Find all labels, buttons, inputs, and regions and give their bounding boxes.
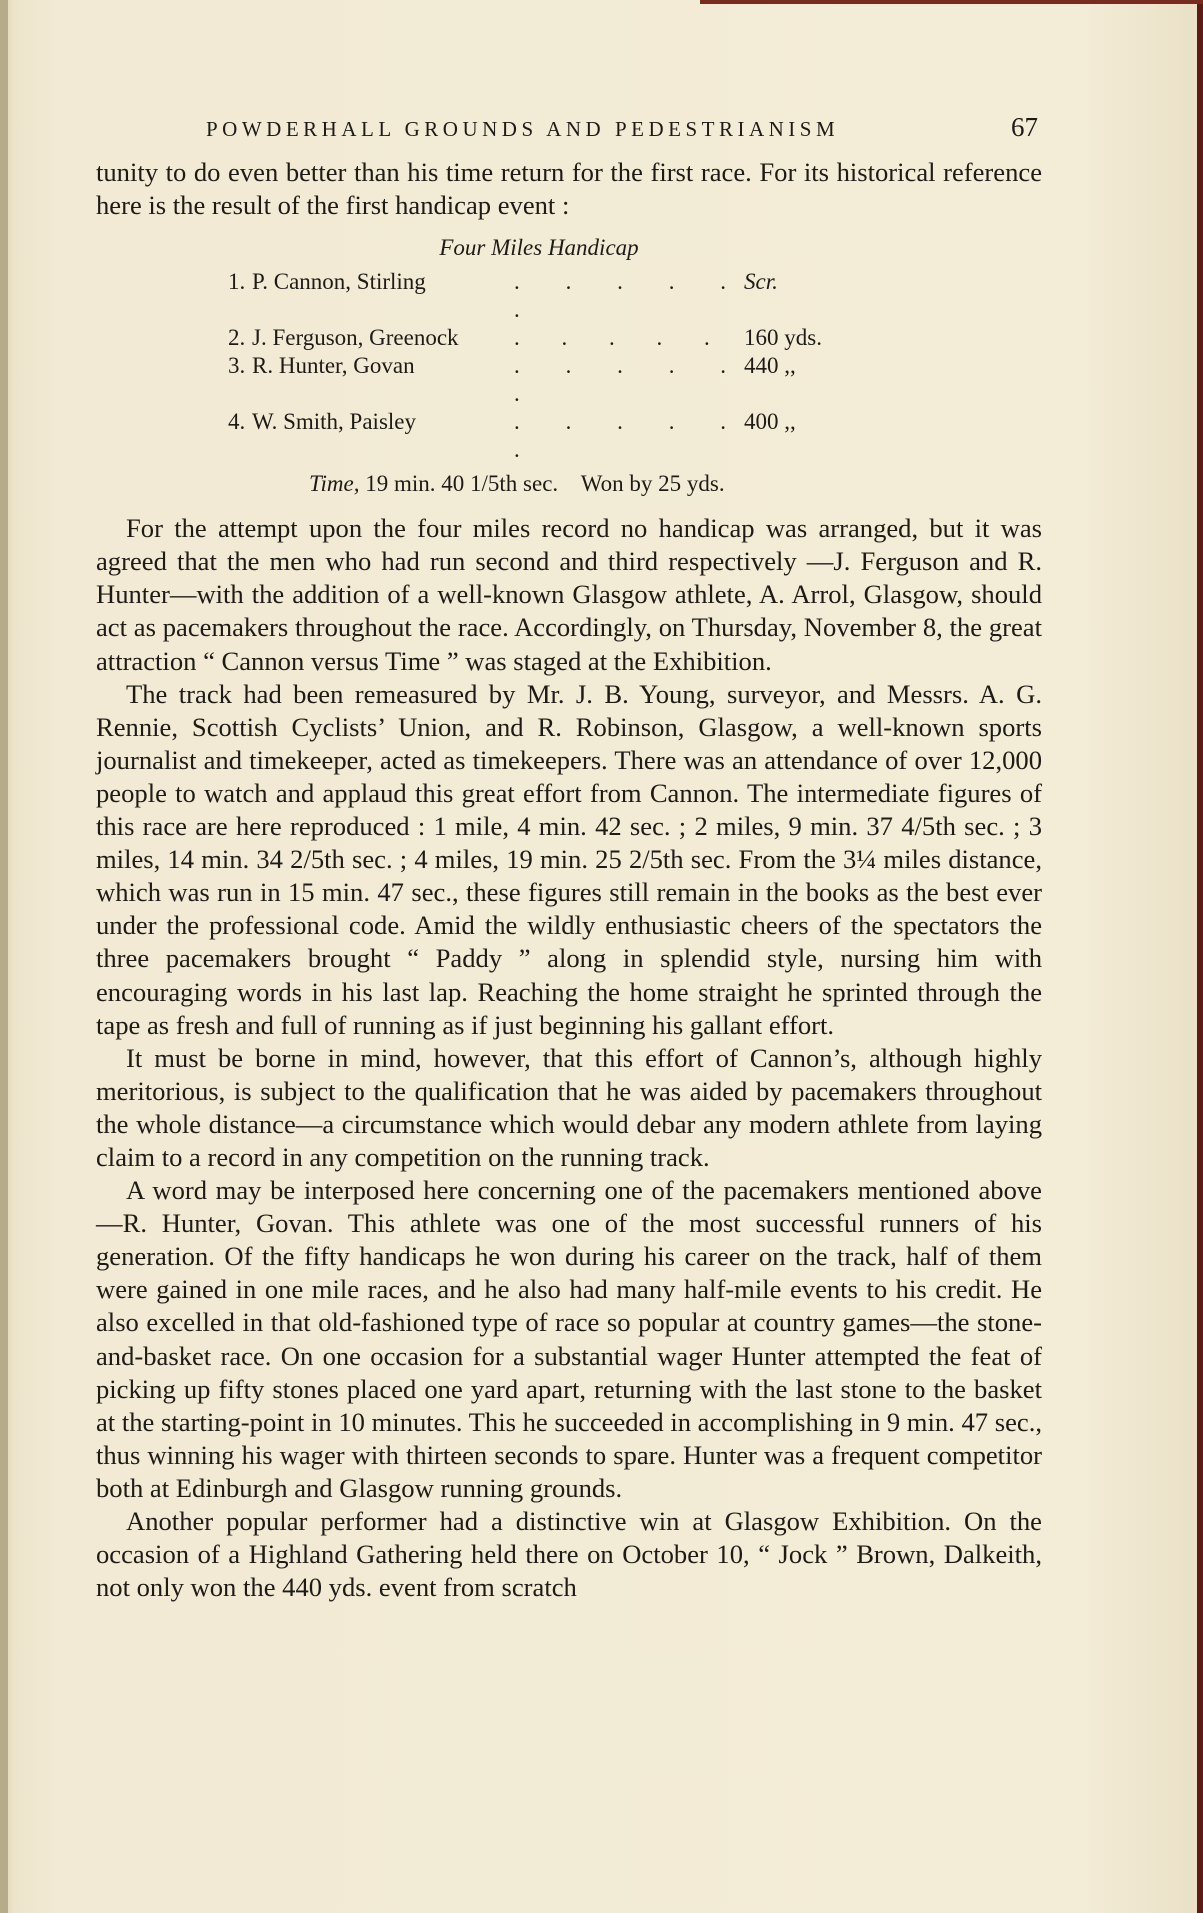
result-name: J. Ferguson, Greenock (252, 325, 459, 351)
paragraph-hunter: A word may be interposed here concerning one of the pacemakers mentioned above—R. Hunter, Govan. This athlete was one of the most successful runners of his generation. Of the fifty handicaps he won during his career on the track, half of them were gained in one mile races, and he also had many half-mile events to his credit. He also excelled in that old-fashioned type of race so popular at country games—the stone-and-basket race. On one occasion for a substantial wager Hunter attempted the feat of picking up fifty stones placed one yard apart, returning with the last stone to the basket at the starting-point in 10 minutes. This he succeeded in accomplishing in 9 min. 47 sec., thus winning his wager with thirteen seconds to spare. Hunter was a frequent competitor both at Edinburgh and Glasgow running grounds. (96, 1175, 1042, 1503)
result-name: W. Smith, Paisley (252, 409, 416, 435)
result-value: 400 ,, (744, 409, 796, 435)
page-content (96, 112, 1042, 1604)
results-time-line (309, 470, 1042, 498)
results-row (228, 408, 928, 464)
time-value: 19 min. 40 1/5th sec. (365, 471, 559, 497)
results-table (96, 234, 1042, 498)
results-row (228, 268, 928, 324)
paragraph-track-remeasured: The track had been remeasured by Mr. J. B. Young, surveyor, and Messrs. A. G. Rennie, Scottish Cyclists’ Union, and R. Robinson, Glasgow, a well-known sports journalist and timekeeper, acted as timekeepers. There was an attendance of over 12,000 people to watch and applaud this great effort from Cannon. The intermediate figures of this race are here reproduced : 1 mile, 4 min. 42 sec. ; 2 miles, 9 min. 37 4/5th sec. ; 3 miles, 14 min. 34 2/5th sec. ; 4 miles, 19 min. 25 2/5th sec. From the 3¼ miles distance, which was run in 15 min. 47 sec., these figures still remain in the books as the best ever under the professional code. Amid the wildly enthusiastic cheers of the spectators the three pacemakers brought “ Paddy ” along in splendid style, nursing him with encouraging words in his last lap. Reaching the home straight he sprinted through the tape as fresh and full of running as if just beginning his gallant effort. (96, 678, 1042, 1040)
running-title: POWDERHALL GROUNDS AND PEDESTRIANISM (206, 117, 840, 141)
result-name: R. Hunter, Govan (252, 353, 415, 379)
result-leader-dots: . . . . . . (514, 409, 744, 463)
body-text (96, 156, 1042, 1604)
result-position: 1. (228, 269, 246, 295)
book-top-edge (700, 0, 1203, 4)
results-row (228, 352, 928, 408)
paragraph-record-attempt: For the attempt upon the four miles record no handicap was arranged, but it was agreed that the men who had run second and third respectively —J. Ferguson and R. Hunter—with the addition of a well-known Glasgow athlete, A. Arrol, Glasgow, should act as pacemakers throughout the race. Accordingly, on Thursday, November 8, the great attraction “ Cannon versus Time ” was staged at the Exhibition. (96, 513, 1042, 676)
result-leader-dots: . . . . . (514, 325, 728, 351)
result-value: 160 yds. (744, 325, 822, 351)
result-leader-dots: . . . . . . (514, 353, 744, 407)
result-value: 440 ,, (744, 353, 796, 379)
result-position: 2. (228, 325, 246, 351)
paragraph-pacemakers-note: It must be borne in mind, however, that this effort of Cannon’s, although highly meritorious, is subject to the qualification that he was aided by pacemakers throughout the whole distance—a circumstance which would debar any modern athlete from laying claim to a record in any competition on the running track. (96, 1042, 1042, 1172)
results-row (228, 324, 928, 352)
won-by: Won by 25 yds. (580, 471, 725, 497)
page-number: 67 (1011, 112, 1038, 142)
result-leader-dots: . . . . . . (514, 269, 744, 323)
paragraph-intro: tunity to do even better than his time return for the first race. For its historical reference here is the result of the first handicap event : (96, 157, 1042, 221)
book-cover-edge (1197, 0, 1203, 1913)
results-title: Four Miles Handicap (439, 235, 639, 261)
result-position: 4. (228, 409, 246, 435)
paragraph-jock-brown: Another popular performer had a distinctive win at Glasgow Exhibition. On the occasion of a Highland Gathering held there on October 10, “ Jock ” Brown, Dalkeith, not only won the 440 yds. event from scratch (96, 1506, 1042, 1603)
result-position: 3. (228, 353, 246, 379)
result-value: Scr. (744, 269, 778, 295)
time-label: Time, (309, 471, 360, 497)
result-name: P. Cannon, Stirling (252, 269, 426, 295)
running-header (96, 112, 1042, 156)
